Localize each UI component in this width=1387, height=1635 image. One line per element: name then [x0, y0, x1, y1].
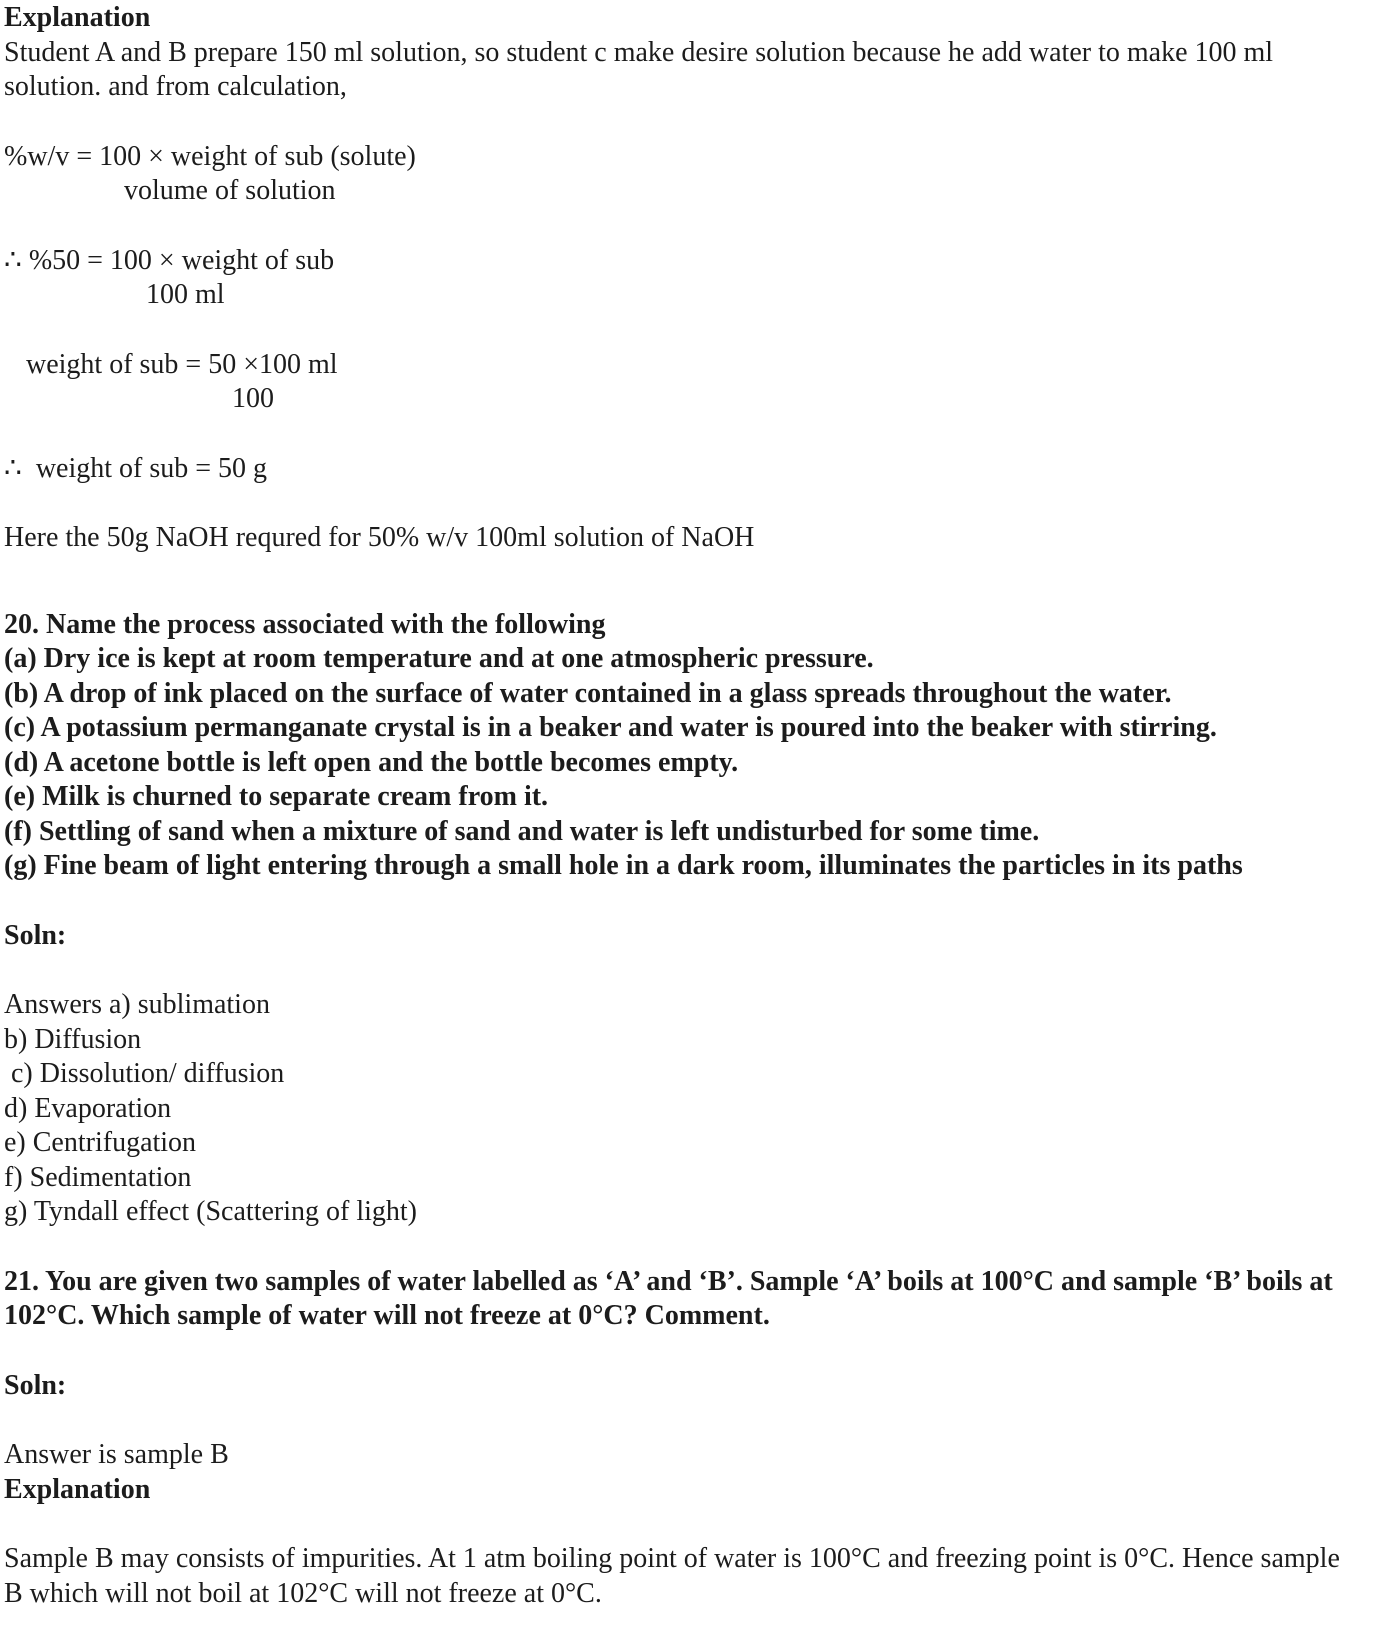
question-20-item-g: (g) Fine beam of light entering through a small hole in a dark room, illuminates the particles in its paths — [4, 850, 1243, 881]
formula-percent-50-numerator: ∴ %50 = 100 × weight of sub — [4, 244, 335, 276]
answer-20-line-f: f) Sedimentation — [4, 1161, 192, 1193]
explanation-2-body: Sample B may consists of impurities. At 1 atm boiling point of water is 100°C and freezing point is 0°C. Hence sample B which will not boil at 102°C will not freeze at 0°C. — [4, 1543, 1347, 1609]
soln-label-20: Soln: — [4, 919, 67, 951]
question-20-item-d: (d) A acetone bottle is left open and the bottle becomes empty. — [4, 746, 739, 778]
conclusion-line: Here the 50g NaOH requred for 50% w/v 100ml solution of NaOH — [4, 522, 755, 553]
formula-weight-of-sub-numerator: weight of sub = 50 ×100 ml — [26, 348, 338, 380]
answers-20 — [4, 988, 1353, 1230]
question-20-title: 20. Name the process associated with the following — [4, 608, 606, 640]
question-20-item-f: (f) Settling of sand when a mixture of sand and water is left undisturbed for some time. — [4, 815, 1040, 847]
answer-20-line-a: Answers a) sublimation — [4, 989, 270, 1020]
result-line: ∴ weight of sub = 50 g — [4, 452, 268, 484]
answer-20-line-d: d) Evaporation — [4, 1092, 172, 1124]
answer-21-block — [4, 1438, 1353, 1507]
formula-weight-of-sub — [4, 348, 1353, 417]
soln-label-21: Soln: — [4, 1369, 67, 1401]
formula-percent-50-denominator: 100 ml — [146, 279, 225, 310]
question-20-item-c: (c) A potassium permanganate crystal is in a beaker and water is poured into the beaker with stirring. — [4, 712, 1217, 743]
intro-paragraph: Student A and B prepare 150 ml solution, so student c make desire solution because he add water to make 100 ml solution. and from calculation, — [4, 36, 1281, 102]
explanation-heading-2: Explanation — [4, 1473, 151, 1505]
answer-20-line-c: c) Dissolution/ diffusion — [4, 1058, 285, 1089]
question-20-item-b: (b) A drop of ink placed on the surface of water contained in a glass spreads throughout the water. — [4, 677, 1172, 709]
formula-percent-wv — [4, 140, 1353, 209]
explanation-heading-1: Explanation — [4, 2, 151, 33]
question-20-item-e: (e) Milk is churned to separate cream from it. — [4, 781, 549, 812]
answer-21-line: Answer is sample B — [4, 1439, 229, 1470]
answer-20-line-b: b) Diffusion — [4, 1023, 142, 1055]
answer-20-line-e: e) Centrifugation — [4, 1127, 197, 1158]
formula-percent-50 — [4, 244, 1353, 313]
question-21: 21. You are given two samples of water labelled as ‘A’ and ‘B’. Sample ‘A’ boils at 100°C and sample ‘B’ boils at 102°C. Which sample of water will not freeze at 0°C? Comment. — [4, 1265, 1340, 1331]
formula-percent-wv-numerator: %w/v = 100 × weight of sub (solute) — [4, 140, 416, 172]
question-20 — [4, 608, 1353, 884]
formula-weight-of-sub-denominator: 100 — [232, 383, 274, 414]
answer-20-line-g: g) Tyndall effect (Scattering of light) — [4, 1196, 417, 1227]
question-20-item-a: (a) Dry ice is kept at room temperature and at one atmospheric pressure. — [4, 643, 874, 674]
formula-percent-wv-denominator: volume of solution — [124, 175, 336, 206]
